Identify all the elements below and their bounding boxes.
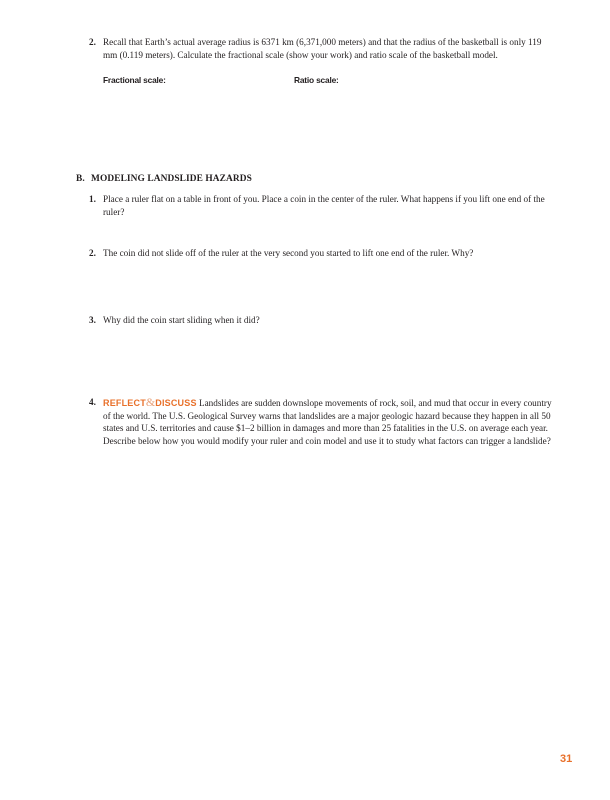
question-text: Recall that Earth’s actual average radius is 6371 km (6,371,000 meters) and that the radius of the basketball is only 119 mm (0.119 meters). Calculate the fractional scale (show your work) and ratio scale of the basketball model.	[103, 37, 542, 60]
question-number: 1.	[89, 194, 96, 204]
question-a2	[89, 36, 558, 61]
ratio-scale-label: Ratio scale:	[294, 75, 339, 85]
question-number: 2.	[89, 37, 96, 47]
section-heading	[76, 173, 252, 186]
question-text: Landslides are sudden downslope movements of rock, soil, and mud that occur in every country of the world. The U.S. Geological Survey warns that landslides are a major geologic hazard because they happen in all 50 states and U.S. territories and cause $1–2 billion in damages and more than 25 fatalities in the U.S. on average each year. Describe below how you would modify your ruler and coin model and use it to study what factors can trigger a landslide?	[103, 398, 552, 446]
question-number: 2.	[89, 248, 96, 258]
question-number: 4.	[89, 397, 96, 407]
question-text: Place a ruler flat on a table in front of you. Place a coin in the center of the ruler. What happens if you lift one end of the ruler?	[103, 194, 545, 217]
reflect-label: REFLECT	[103, 398, 146, 408]
question-number: 3.	[89, 315, 96, 325]
question-text: Why did the coin start sliding when it did?	[103, 315, 260, 325]
section-letter: B.	[76, 174, 85, 184]
question-b2	[89, 247, 558, 260]
question-b1	[89, 193, 558, 218]
question-b3	[89, 314, 558, 327]
fractional-scale-label: Fractional scale:	[103, 75, 166, 85]
ampersand-glyph: &	[145, 395, 156, 409]
page-number: 31	[560, 753, 573, 765]
question-b4	[89, 395, 558, 447]
discuss-label: DISCUSS	[155, 398, 197, 408]
section-title: MODELING LANDSLIDE HAZARDS	[91, 174, 252, 184]
question-text: The coin did not slide off of the ruler at the very second you started to lift one end of the ruler. Why?	[103, 248, 474, 258]
